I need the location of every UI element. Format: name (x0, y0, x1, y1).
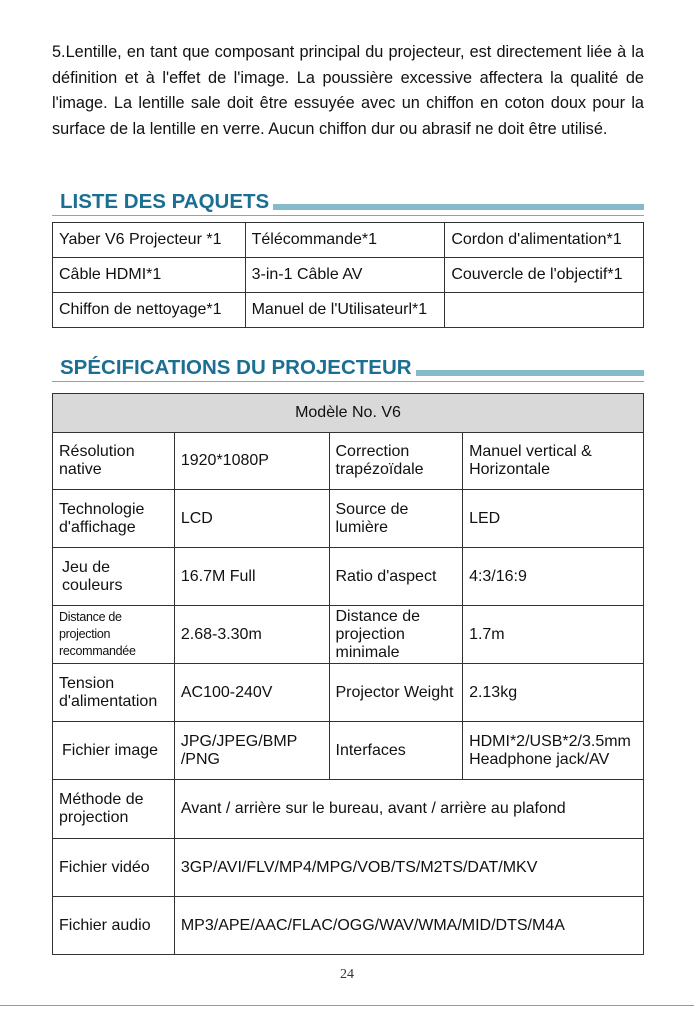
spec-label: Fichier vidéo (53, 839, 175, 897)
heading-decoration-bar (273, 204, 644, 210)
package-item: Chiffon de nettoyage*1 (53, 293, 246, 328)
spec-label: Résolution native (53, 433, 175, 490)
spec-value: Manuel vertical & Horizontale (463, 433, 644, 490)
section-divider (52, 381, 644, 382)
model-number: Modèle No. V6 (53, 394, 644, 433)
spec-label: Correction trapézoïdale (329, 433, 463, 490)
spec-value: 4:3/16:9 (463, 548, 644, 606)
spec-label: Source de lumière (329, 490, 463, 548)
package-list-title: LISTE DES PAQUETS (60, 190, 270, 213)
package-list-table (52, 222, 644, 328)
package-item: Manuel de l'Utilisateurl*1 (245, 293, 445, 328)
spec-label: Méthode de projection (53, 780, 175, 839)
spec-label: Jeu de couleurs (53, 548, 175, 606)
specifications-title: SPÉCIFICATIONS DU PROJECTEUR (60, 356, 412, 379)
package-item: Couvercle de l'objectif*1 (445, 258, 644, 293)
package-list-heading (52, 184, 644, 214)
spec-value: HDMI*2/USB*2/3.5mm Headphone jack/AV (463, 722, 644, 780)
table-row (53, 839, 644, 897)
table-header-row (53, 394, 644, 433)
table-row (53, 293, 644, 328)
spec-label: Tension d'alimentation (53, 664, 175, 722)
spec-label: Distance de projection recommandée (53, 606, 175, 664)
heading-decoration-bar (416, 370, 644, 376)
spec-value: LED (463, 490, 644, 548)
table-row (53, 490, 644, 548)
package-item: 3-in-1 Câble AV (245, 258, 445, 293)
package-item: Cordon d'alimentation*1 (445, 223, 644, 258)
table-row (53, 548, 644, 606)
page-number: 24 (340, 967, 354, 982)
table-row (53, 223, 644, 258)
table-row (53, 897, 644, 955)
spec-value: 2.68-3.30m (174, 606, 329, 664)
spec-value: Avant / arrière sur le bureau, avant / arrière au plafond (174, 780, 643, 839)
section-divider (52, 215, 644, 216)
spec-label: Fichier image (53, 722, 175, 780)
package-item (445, 293, 644, 328)
table-row (53, 722, 644, 780)
spec-value: 2.13kg (463, 664, 644, 722)
spec-value: MP3/APE/AAC/FLAC/OGG/WAV/WMA/MID/DTS/M4A (174, 897, 643, 955)
spec-value: 16.7M Full (174, 548, 329, 606)
page-bottom-rule (0, 1005, 694, 1006)
spec-label: Interfaces (329, 722, 463, 780)
spec-value: 1920*1080P (174, 433, 329, 490)
specifications-table (52, 393, 644, 955)
table-row (53, 433, 644, 490)
spec-label: Distance de projection minimale (329, 606, 463, 664)
package-item: Yaber V6 Projecteur *1 (53, 223, 246, 258)
spec-value: JPG/JPEG/BMP /PNG (174, 722, 329, 780)
package-item: Télécommande*1 (245, 223, 445, 258)
spec-value: 1.7m (463, 606, 644, 664)
specifications-heading (52, 350, 644, 380)
spec-value: LCD (174, 490, 329, 548)
lens-care-paragraph: 5.Lentille, en tant que composant principal du projecteur, est directement liée à la définition et à l'effet de l'image. La poussière excessive affectera la qualité de l'image. La lentille sale doit être essuyée avec un chiffon en coton doux pour la surface de la lentille en verre. Aucun chiffon dur ou abrasif ne doit être utilisé. (52, 43, 644, 138)
table-row (53, 258, 644, 293)
table-row (53, 664, 644, 722)
spec-value: 3GP/AVI/FLV/MP4/MPG/VOB/TS/M2TS/DAT/MKV (174, 839, 643, 897)
spec-value: AC100-240V (174, 664, 329, 722)
spec-label: Projector Weight (329, 664, 463, 722)
spec-label: Fichier audio (53, 897, 175, 955)
spec-label: Technologie d'affichage (53, 490, 175, 548)
package-item: Câble HDMI*1 (53, 258, 246, 293)
spec-label: Ratio d'aspect (329, 548, 463, 606)
table-row (53, 780, 644, 839)
table-row (53, 606, 644, 664)
